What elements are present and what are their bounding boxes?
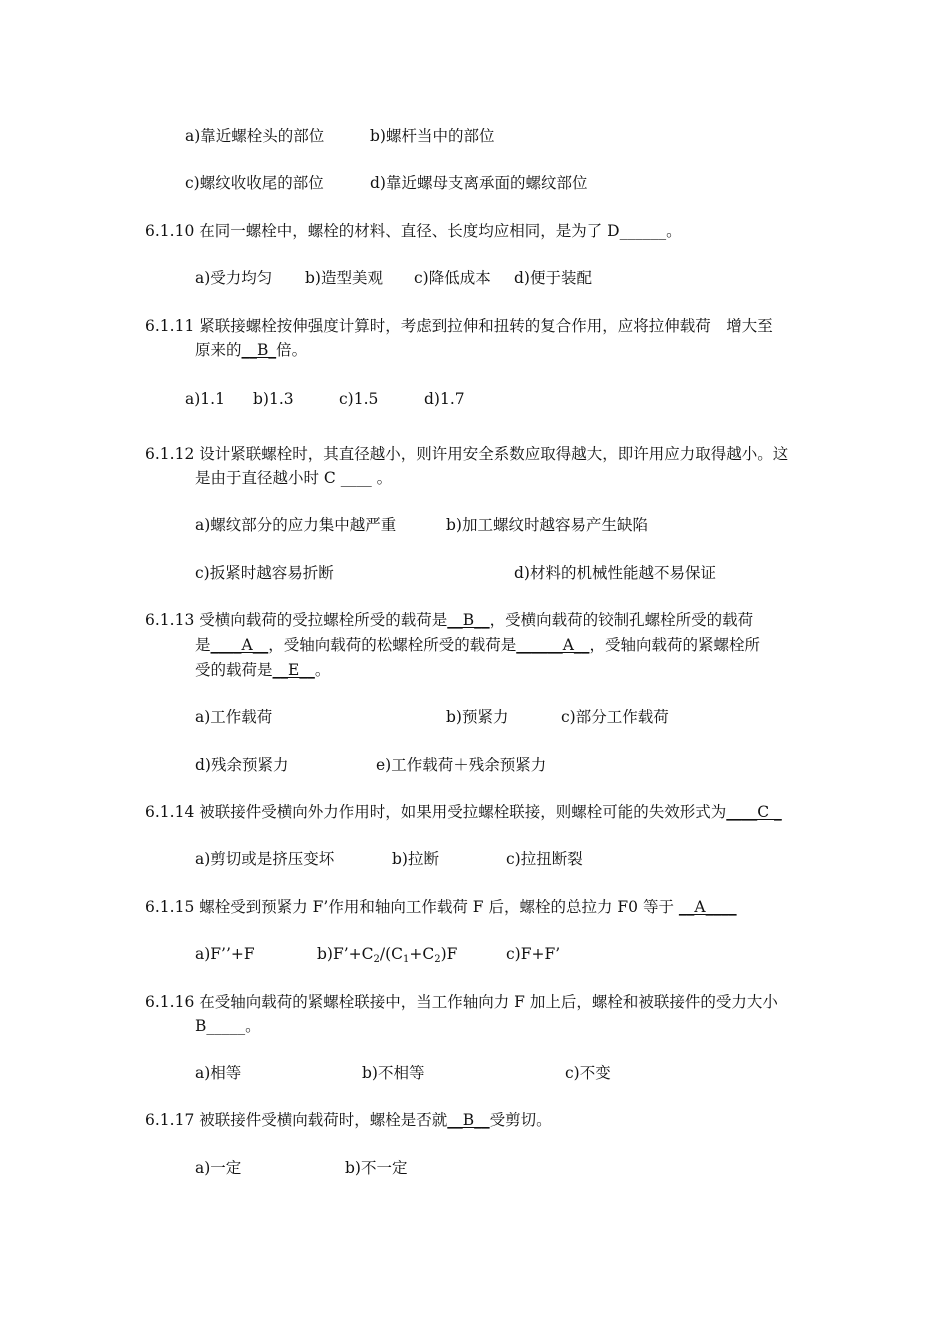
answer-2: ____A__ (210, 636, 269, 654)
q13-option-e: e)工作载荷＋残余预紧力 (376, 756, 547, 774)
question-6-1-11-line2 (195, 339, 307, 361)
q11-option-d: d)1.7 (424, 390, 465, 408)
q10-option-a: a)受力均匀 (195, 269, 273, 287)
q13-option-c: c)部分工作载荷 (561, 708, 669, 726)
question-6-1-15 (145, 896, 737, 918)
question-text: 原来的 (195, 341, 242, 359)
q9-option-c: c)螺纹收收尾的部位 (185, 174, 324, 192)
formula-part: +C (409, 945, 435, 963)
question-text: 受的载荷是 (195, 661, 273, 679)
q14-option-b: b)拉断 (392, 850, 439, 868)
question-number: 6.1.11 (145, 317, 195, 335)
q13-option-d: d)残余预紧力 (195, 756, 289, 774)
formula-part: b)F’+C (317, 945, 374, 963)
question-6-1-10 (145, 220, 682, 242)
question-6-1-12 (145, 443, 788, 465)
question-number: 6.1.14 (145, 803, 195, 821)
question-number: 6.1.13 (145, 611, 195, 629)
answer-blank: _____ (206, 1017, 246, 1035)
question-text: 在同一螺栓中，螺栓的材料、直径、长度均应相同，是为了 D (199, 222, 620, 240)
q9-option-a: a)靠近螺栓头的部位 (185, 127, 325, 145)
question-end: 。 (376, 469, 393, 487)
q11-option-a: a)1.1 (185, 390, 225, 408)
question-end: 。 (666, 222, 682, 240)
question-number: 6.1.12 (145, 445, 195, 463)
formula-part: )F (440, 945, 458, 963)
q16-option-b: b)不相等 (362, 1064, 425, 1082)
q14-option-a: a)剪切或是挤压变坏 (195, 850, 335, 868)
question-text: B (195, 1017, 207, 1035)
question-6-1-14 (145, 801, 782, 823)
q11-option-b: b)1.3 (253, 390, 294, 408)
question-6-1-16-line2 (195, 1015, 261, 1037)
q12-option-c: c)扳紧时越容易折断 (195, 564, 334, 582)
question-6-1-13-line3 (195, 659, 330, 681)
answer-4: __E__ (272, 661, 315, 679)
question-6-1-16 (145, 991, 778, 1013)
question-number: 6.1.16 (145, 993, 195, 1011)
answer: __A____ (678, 898, 737, 916)
question-6-1-13 (145, 609, 753, 631)
question-text: 被联接件受横向外力作用时，如果用受拉螺栓联接，则螺栓可能的失效形式为 (199, 803, 727, 821)
q15-option-b (317, 943, 457, 965)
q15-option-a: a)F’’+F (195, 945, 255, 963)
q12-option-b: b)加工螺纹时越容易产生缺陷 (446, 516, 648, 534)
question-6-1-11 (145, 315, 773, 337)
q14-option-c: c)拉扭断裂 (506, 850, 583, 868)
question-text: 受剪切。 (489, 1111, 552, 1129)
q10-option-c: c)降低成本 (414, 269, 491, 287)
question-text: 螺栓受到预紧力 F’作用和轴向工作载荷 F 后，螺栓的总拉力 F0 等于 (199, 898, 674, 916)
question-text: ，受横向载荷的铰制孔螺栓所受的载荷 (489, 611, 754, 629)
q10-option-b: b)造型美观 (305, 269, 383, 287)
question-number: 6.1.17 (145, 1111, 195, 1129)
q11-option-c: c)1.5 (339, 390, 379, 408)
question-number: 6.1.10 (145, 222, 195, 240)
q13-option-a: a)工作载荷 (195, 708, 273, 726)
answer-blank: ______ (619, 222, 667, 240)
q9-option-b: b)螺杆当中的部位 (370, 127, 495, 145)
question-6-1-13-line2 (195, 634, 760, 656)
subscript: 2 (373, 954, 380, 965)
question-number: 6.1.15 (145, 898, 195, 916)
question-end: 。 (314, 661, 331, 679)
q10-option-d: d)便于装配 (514, 269, 592, 287)
question-text-line1: 设计紧联螺栓时，其直径越小，则许用安全系数应取得越大，即许用应力取得越小。这 (199, 445, 789, 463)
question-end: 。 (245, 1017, 261, 1035)
question-end: 倍。 (276, 341, 308, 359)
subscript: 1 (403, 954, 410, 965)
question-6-1-12-line2 (195, 467, 392, 489)
question-text: 被联接件受横向载荷时，螺栓是否就 (199, 1111, 448, 1129)
question-text-line1: 在受轴向载荷的紧螺栓联接中，当工作轴向力 F 加上后，螺栓和被联接件的受力大小 (199, 993, 778, 1011)
answer-blank: ____ (340, 469, 372, 487)
q17-option-a: a)一定 (195, 1159, 242, 1177)
answer-3: ______A__ (516, 636, 590, 654)
q17-option-b: b)不一定 (345, 1159, 408, 1177)
q16-option-c: c)不变 (565, 1064, 611, 1082)
answer: __B__ (447, 1111, 490, 1129)
q16-option-a: a)相等 (195, 1064, 242, 1082)
subscript: 2 (434, 954, 441, 965)
q13-option-b: b)预紧力 (446, 708, 509, 726)
question-text: 是 (195, 636, 211, 654)
question-6-1-17 (145, 1109, 552, 1131)
q12-option-a: a)螺纹部分的应力集中越严重 (195, 516, 397, 534)
q9-option-d: d)靠近螺母支离承面的螺纹部位 (370, 174, 588, 192)
q15-option-c: c)F+F’ (506, 945, 561, 963)
question-text: ，受轴向载荷的紧螺栓所 (589, 636, 760, 654)
answer: __B_ (241, 341, 277, 359)
question-text: 是由于直径越小时 C (195, 469, 336, 487)
question-text: 受横向载荷的受拉螺栓所受的载荷是 (199, 611, 448, 629)
q12-option-d: d)材料的机械性能越不易保证 (514, 564, 716, 582)
answer-1: __B__ (447, 611, 490, 629)
question-text-line1: 紧联接螺栓按伸强度计算时，考虑到拉伸和扭转的复合作用，应将拉伸载荷 增大至 (199, 317, 773, 335)
formula-part: /(C (379, 945, 404, 963)
answer: ____C _ (726, 803, 782, 821)
question-text: ，受轴向载荷的松螺栓所受的载荷是 (268, 636, 517, 654)
